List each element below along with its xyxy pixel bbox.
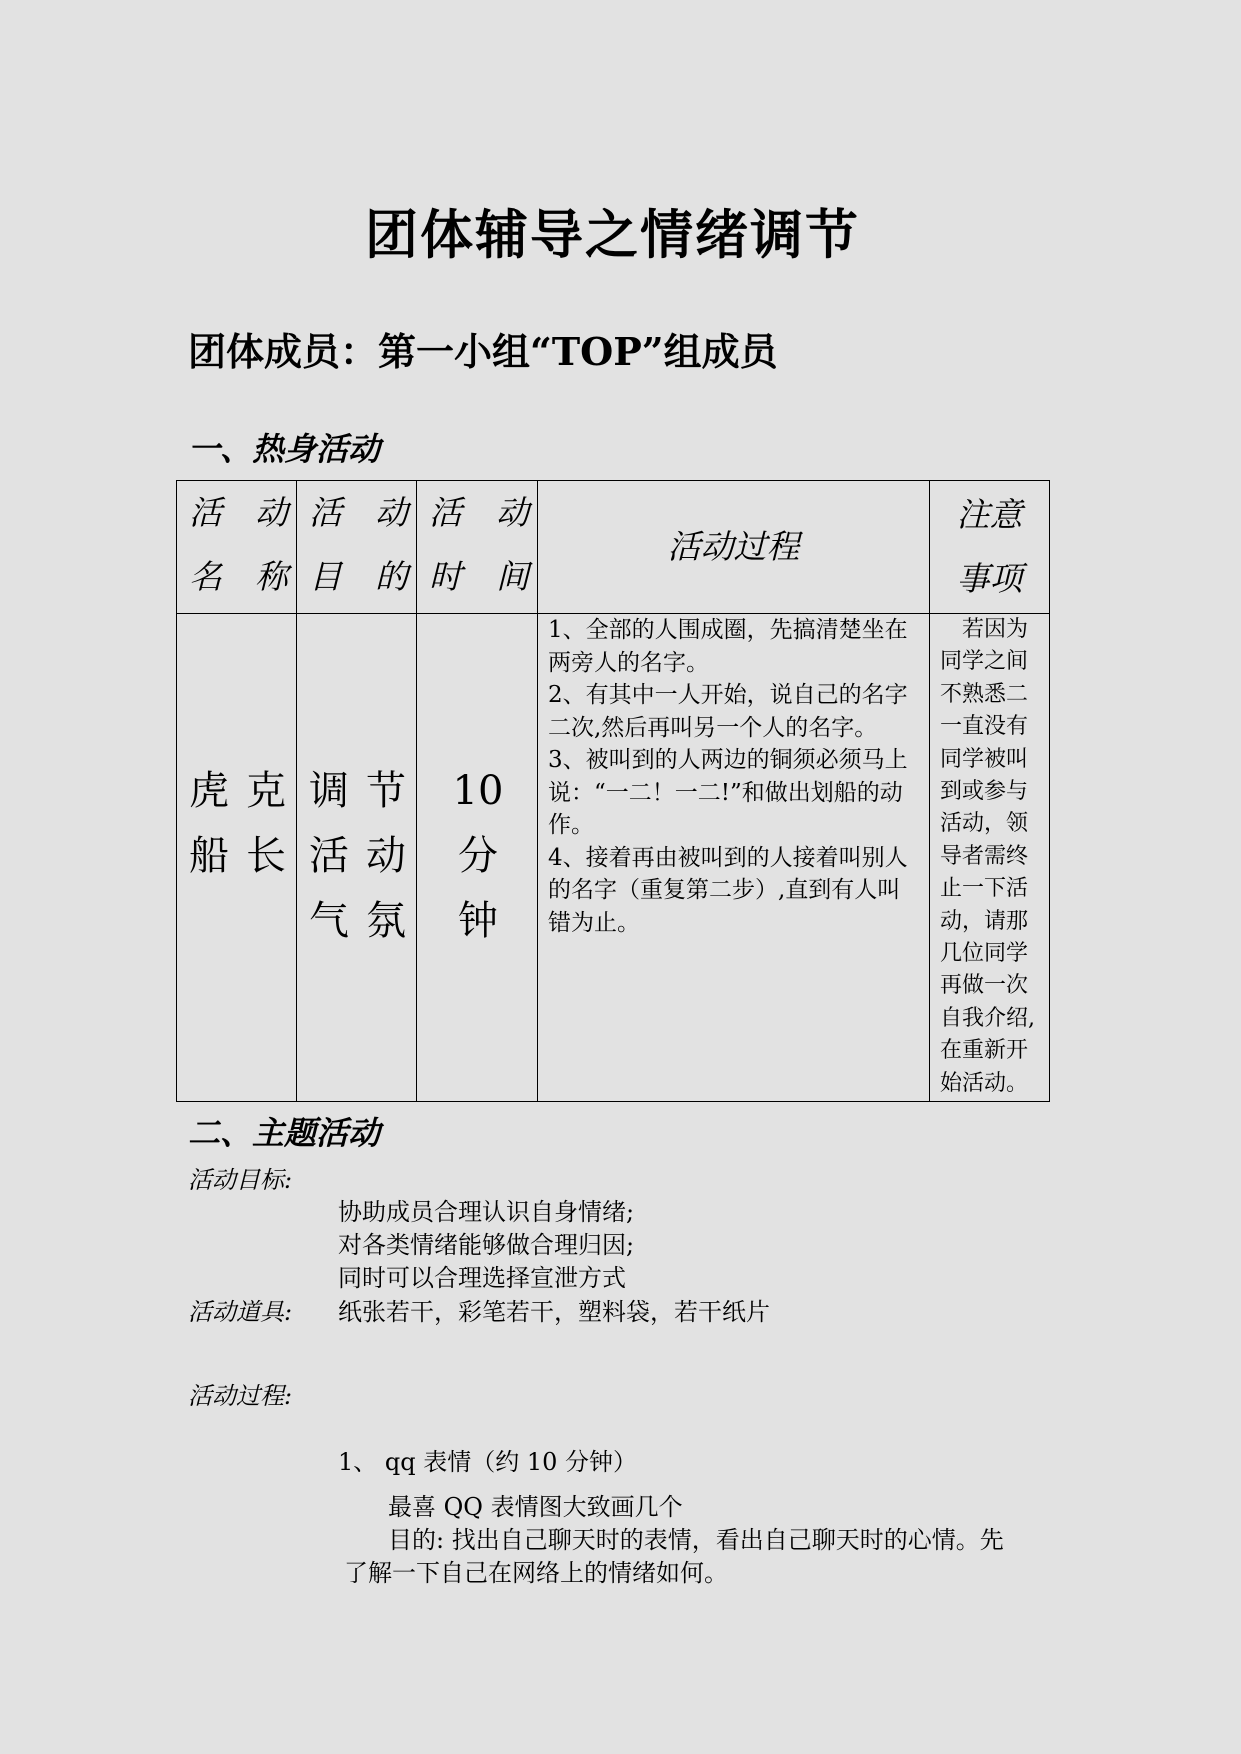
note-line: 若因为: [962, 617, 1029, 642]
section1-title: 一、热身活动: [188, 430, 381, 468]
process-step: 2、有其中一人开始，说自己的名字二次,然后再叫另一个人的名字。: [548, 682, 908, 741]
step1-title: 1、 qq 表情（约 10 分钟）: [338, 1448, 638, 1476]
header-activity-process: 活动过程: [538, 481, 930, 614]
note-line: 在重新开: [940, 1038, 1029, 1064]
cell-notes: [930, 614, 1050, 1102]
cell-activity-purpose: [297, 614, 417, 1102]
header-activity-purpose: [297, 481, 417, 614]
cell-text: 钟: [458, 898, 498, 944]
table-header-row: [177, 481, 1050, 614]
goal-item: 协助成员合理认识自身情绪;: [338, 1198, 635, 1226]
header-text: 活动: [189, 493, 288, 532]
goal-item: 同时可以合理选择宣泄方式: [338, 1264, 626, 1292]
step1-line: 了解一下自己在网络上的情绪如何。: [344, 1559, 728, 1587]
cell-activity-name: [177, 614, 297, 1102]
note-line: 止一下活: [940, 876, 1029, 902]
cell-activity-process: [538, 614, 930, 1102]
note-line: 始活动。: [940, 1070, 1029, 1096]
goal-item: 对各类情绪能够做合理归因;: [338, 1231, 635, 1259]
header-notes: [930, 481, 1050, 614]
warmup-activity-table: [176, 480, 1050, 1102]
note-line: 同学被叫: [940, 746, 1029, 772]
step1-line: 目的: 找出自己聊天时的表情，看出自己聊天时的心情。先: [388, 1526, 1004, 1554]
header-text: 活动: [309, 493, 408, 532]
document-title: 团体辅导之情绪调节: [365, 205, 860, 266]
note-line: 自我介绍,: [940, 1005, 1035, 1031]
process-step: 3、被叫到的人两边的铜须必须马上说：“一二！一二!”和做出划船的动作。: [548, 747, 908, 838]
note-line: 几位同学: [940, 941, 1029, 967]
cell-text: 气氛: [309, 898, 406, 944]
process-step: 1、全部的人围成圈，先搞清楚坐在两旁人的名字。: [548, 617, 908, 676]
header-text: 事项: [956, 559, 1023, 598]
note-line: 导者需终: [940, 843, 1029, 869]
section2-title: 二、主题活动: [188, 1114, 381, 1152]
note-line: 到或参与: [940, 779, 1029, 805]
table-row: [177, 614, 1050, 1102]
process-step: 4、接着再由被叫到的人接着叫别人的名字（重复第二步）,直到有人叫错为止。: [548, 844, 908, 936]
note-line: 再做一次: [940, 973, 1029, 999]
members-heading: 团体成员：第一小组“TOP”组成员: [188, 329, 778, 374]
note-line: 不熟悉二: [940, 681, 1029, 707]
header-activity-name: [177, 481, 297, 614]
note-line: 动，请那: [940, 908, 1029, 934]
header-text: 注意: [956, 495, 1023, 534]
cell-text: 分: [458, 833, 498, 879]
tools-text: 纸张若干，彩笔若干，塑料袋，若干纸片: [338, 1298, 770, 1326]
goal-list: [338, 1196, 634, 1295]
cell-text: 10: [452, 768, 504, 814]
step1-line: 最喜 QQ 表情图大致画几个: [388, 1493, 683, 1521]
tools-label: 活动道具:: [188, 1298, 293, 1326]
header-text: 活动: [429, 493, 529, 532]
note-line: 同学之间: [940, 649, 1029, 675]
header-text: 时间: [429, 557, 529, 596]
cell-text: 虎克: [189, 768, 286, 814]
process-label: 活动过程:: [188, 1382, 293, 1410]
cell-text: 活动: [309, 833, 406, 879]
goal-label: 活动目标:: [188, 1166, 293, 1194]
note-line: 一直没有: [940, 714, 1029, 740]
cell-text: 船长: [189, 833, 286, 879]
header-text: 目的: [309, 557, 408, 596]
note-line: 活动，领: [940, 811, 1029, 837]
header-text: 名称: [189, 557, 288, 596]
cell-text: 调节: [309, 768, 406, 814]
header-activity-time: [417, 481, 538, 614]
cell-activity-time: [417, 614, 538, 1102]
